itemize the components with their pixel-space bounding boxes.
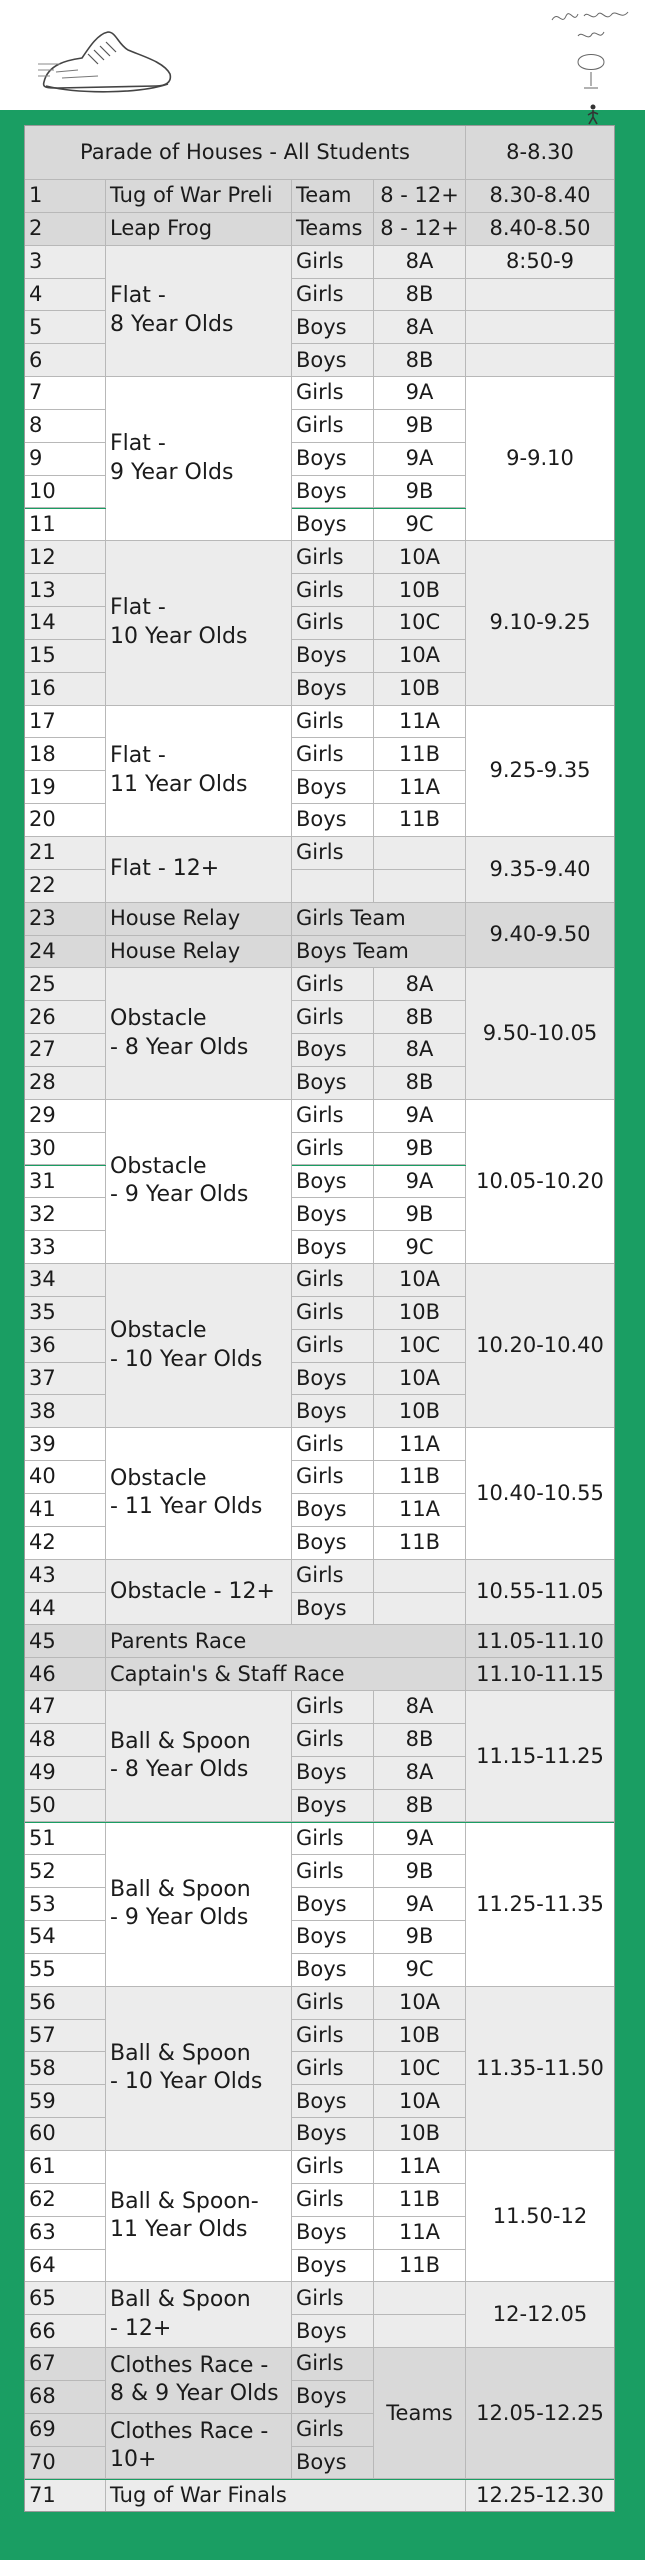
group-cell: Boys: [292, 443, 374, 476]
row-number: 5: [25, 311, 106, 344]
class-cell: 9B: [374, 410, 466, 443]
row-number: 20: [25, 804, 106, 837]
row-number: 8: [25, 410, 106, 443]
row-number: 15: [25, 640, 106, 673]
group-cell: Boys: [292, 344, 374, 377]
group-cell: Girls: [292, 541, 374, 574]
row-number: 58: [25, 2052, 106, 2085]
class-cell: 11A: [374, 2151, 466, 2184]
race-group-name: Clothes Race - 8 & 9 Year Olds: [106, 2348, 292, 2414]
row-number: 48: [25, 1724, 106, 1757]
class-cell: 8A: [374, 246, 466, 279]
group-cell: Boys: [292, 1067, 374, 1100]
group-cell: Girls: [292, 377, 374, 410]
class-cell: 10C: [374, 2052, 466, 2085]
class-cell: 8B: [374, 1067, 466, 1100]
group-cell: Boys: [292, 1790, 374, 1823]
row-number: 42: [25, 1527, 106, 1560]
clothes-teams: Teams: [374, 2348, 466, 2479]
class-cell: 8A: [374, 1034, 466, 1067]
group-cell: Boys: [292, 1166, 374, 1199]
row-number: 51: [25, 1823, 106, 1856]
group-cell: Girls: [292, 2348, 374, 2381]
class-cell: 9C: [374, 509, 466, 542]
class-cell: [374, 2315, 466, 2348]
class-cell: 9B: [374, 1921, 466, 1954]
row-number: 63: [25, 2217, 106, 2250]
race-name: Parents Race: [106, 1625, 466, 1658]
group-cell: Girls: [292, 1461, 374, 1494]
group-cell: Boys: [292, 476, 374, 509]
row-number: 71: [25, 2480, 106, 2513]
group-cell: Boys: [292, 311, 374, 344]
group-cell: Girls: [292, 1987, 374, 2020]
row-number: 14: [25, 607, 106, 640]
row-number: 44: [25, 1593, 106, 1626]
row-number: 64: [25, 2250, 106, 2283]
group-cell: Girls: [292, 1264, 374, 1297]
group-cell: Boys: [292, 771, 374, 804]
group-cell: Boys: [292, 2250, 374, 2283]
group-cell: Girls: [292, 1428, 374, 1461]
row-number: 41: [25, 1494, 106, 1527]
race-group-name: Clothes Race - 10+: [106, 2414, 292, 2480]
group-cell: Boys: [292, 640, 374, 673]
group-cell: Girls: [292, 1133, 374, 1166]
row-number: 32: [25, 1198, 106, 1231]
time-cell: 11.05-11.10: [466, 1625, 615, 1658]
time-slot: 12.05-12.25: [466, 2348, 615, 2479]
class-cell: 10B: [374, 1395, 466, 1428]
group-cell: Boys: [292, 2085, 374, 2118]
race-group-name: Obstacle - 11 Year Olds: [106, 1428, 292, 1559]
row-number: 1: [25, 180, 106, 213]
class-cell: 8A: [374, 1691, 466, 1724]
row-number: 62: [25, 2184, 106, 2217]
row-number: 35: [25, 1297, 106, 1330]
time-cell: 8:50-9: [466, 246, 615, 279]
race-name: Tug of War Finals: [106, 2480, 466, 2513]
race-group-name: Flat - 8 Year Olds: [106, 246, 292, 377]
time-cell: [466, 344, 615, 377]
group-cell: Boys: [292, 1527, 374, 1560]
group-cell: Boys: [292, 1593, 374, 1626]
row-number: 40: [25, 1461, 106, 1494]
group-cell: Boys: [292, 804, 374, 837]
group-cell: Girls: [292, 706, 374, 739]
row-number: 18: [25, 738, 106, 771]
time-slot: 10.40-10.55: [466, 1428, 615, 1559]
time-slot: 11.15-11.25: [466, 1691, 615, 1822]
group-cell: Girls: [292, 1297, 374, 1330]
group-cell: Boys: [292, 2217, 374, 2250]
class-cell: [374, 1593, 466, 1626]
row-number: 19: [25, 771, 106, 804]
group-cell: Boys: [292, 1395, 374, 1428]
class-cell: 11B: [374, 1461, 466, 1494]
row-number: 67: [25, 2348, 106, 2381]
group-cell: [292, 870, 374, 903]
group-cell: Girls: [292, 2151, 374, 2184]
class-cell: 9C: [374, 1231, 466, 1264]
class-cell: 9C: [374, 1954, 466, 1987]
time-cell: 8.40-8.50: [466, 213, 615, 246]
race-group-name: Obstacle - 9 Year Olds: [106, 1100, 292, 1264]
race-group-name: Flat - 9 Year Olds: [106, 377, 292, 541]
class-cell: 11B: [374, 804, 466, 837]
time-slot: 10.20-10.40: [466, 1264, 615, 1428]
class-cell: 8A: [374, 311, 466, 344]
group-cell: Boys: [292, 1034, 374, 1067]
class-cell: 8B: [374, 1790, 466, 1823]
row-number: 13: [25, 574, 106, 607]
group-cell: Boys: [292, 2118, 374, 2151]
row-number: 6: [25, 344, 106, 377]
class-cell: 10B: [374, 1297, 466, 1330]
time-slot: 9.50-10.05: [466, 968, 615, 1099]
race-group-name: Ball & Spoon - 8 Year Olds: [106, 1691, 292, 1822]
group-cell: Boys: [292, 1363, 374, 1396]
class-cell: 10C: [374, 1330, 466, 1363]
group-cell: Girls: [292, 1330, 374, 1363]
group-cell: Boys: [292, 1494, 374, 1527]
class-cell: 9B: [374, 476, 466, 509]
group-cell: Girls: [292, 968, 374, 1001]
race-group-name: Ball & Spoon - 12+: [106, 2282, 292, 2348]
class-cell: [374, 837, 466, 870]
row-number: 69: [25, 2414, 106, 2447]
class-cell: 9A: [374, 1100, 466, 1133]
group-cell: Girls: [292, 574, 374, 607]
row-number: 30: [25, 1133, 106, 1166]
group-cell: Girls: [292, 1560, 374, 1593]
row-number: 56: [25, 1987, 106, 2020]
row-number: 27: [25, 1034, 106, 1067]
class-cell: 10A: [374, 1987, 466, 2020]
class-cell: 10A: [374, 1363, 466, 1396]
class-cell: [374, 2282, 466, 2315]
race-group-name: Obstacle - 12+: [106, 1560, 292, 1626]
time-slot: 12-12.05: [466, 2282, 615, 2348]
time-cell: [466, 279, 615, 312]
class-cell: 9A: [374, 1888, 466, 1921]
group-cell: Boys: [292, 2315, 374, 2348]
class-cell: 11A: [374, 1494, 466, 1527]
group-cell: Boys: [292, 1888, 374, 1921]
class-cell: 10A: [374, 640, 466, 673]
race-group-name: Ball & Spoon - 10 Year Olds: [106, 1987, 292, 2151]
group-cell: Girls: [292, 246, 374, 279]
group-cell: Boys: [292, 1954, 374, 1987]
row-number: 52: [25, 1855, 106, 1888]
row-number: 61: [25, 2151, 106, 2184]
group-cell: Girls: [292, 607, 374, 640]
row-number: 36: [25, 1330, 106, 1363]
group-cell: Girls: [292, 2282, 374, 2315]
group-cell: Boys: [292, 1231, 374, 1264]
row-number: 25: [25, 968, 106, 1001]
row-number: 59: [25, 2085, 106, 2118]
race-group-name: Ball & Spoon - 9 Year Olds: [106, 1823, 292, 1987]
time-slot: 10.55-11.05: [466, 1560, 615, 1626]
class-cell: 11B: [374, 2184, 466, 2217]
row-number: 34: [25, 1264, 106, 1297]
group-cell: Girls: [292, 279, 374, 312]
race-group-name: Obstacle - 10 Year Olds: [106, 1264, 292, 1428]
group-cell: Boys: [292, 2381, 374, 2414]
class-cell: 8 - 12+: [374, 213, 466, 246]
row-number: 31: [25, 1166, 106, 1199]
race-name: Tug of War Preli: [106, 180, 292, 213]
class-cell: 10A: [374, 541, 466, 574]
class-cell: 11B: [374, 1527, 466, 1560]
row-number: 39: [25, 1428, 106, 1461]
row-number: 16: [25, 673, 106, 706]
group-cell: Boys: [292, 673, 374, 706]
class-cell: 11A: [374, 1428, 466, 1461]
class-cell: 11A: [374, 706, 466, 739]
class-cell: 8B: [374, 1001, 466, 1034]
row-number: 10: [25, 476, 106, 509]
row-number: 43: [25, 1560, 106, 1593]
row-number: 70: [25, 2447, 106, 2480]
class-cell: 9A: [374, 377, 466, 410]
group-cell: Boys: [292, 1757, 374, 1790]
class-cell: 8B: [374, 279, 466, 312]
row-number: 46: [25, 1658, 106, 1691]
race-group-name: Flat - 12+: [106, 837, 292, 903]
group-cell: Boys Team: [292, 936, 466, 969]
group-cell: Girls: [292, 1691, 374, 1724]
row-number: 47: [25, 1691, 106, 1724]
row-number: 12: [25, 541, 106, 574]
group-cell: Boys: [292, 1198, 374, 1231]
row-number: 55: [25, 1954, 106, 1987]
row-number: 38: [25, 1395, 106, 1428]
parade-time: 8-8.30: [466, 126, 615, 180]
race-group-name: Flat - 11 Year Olds: [106, 706, 292, 837]
group-cell: Girls: [292, 2184, 374, 2217]
class-cell: 11A: [374, 771, 466, 804]
time-cell: 8.30-8.40: [466, 180, 615, 213]
row-number: 68: [25, 2381, 106, 2414]
class-cell: 8 - 12+: [374, 180, 466, 213]
row-number: 45: [25, 1625, 106, 1658]
race-name: Captain's & Staff Race: [106, 1658, 466, 1691]
class-cell: 9B: [374, 1198, 466, 1231]
group-cell: Girls: [292, 738, 374, 771]
race-group-name: Ball & Spoon- 11 Year Olds: [106, 2151, 292, 2282]
group-cell: Girls: [292, 837, 374, 870]
time-slot: 9.35-9.40: [466, 837, 615, 903]
row-number: 29: [25, 1100, 106, 1133]
class-cell: 8A: [374, 1757, 466, 1790]
row-number: 24: [25, 936, 106, 969]
row-number: 11: [25, 509, 106, 542]
row-number: 28: [25, 1067, 106, 1100]
row-number: 50: [25, 1790, 106, 1823]
group-cell: Girls: [292, 1100, 374, 1133]
row-number: 9: [25, 443, 106, 476]
time-slot: 9.25-9.35: [466, 706, 615, 837]
group-cell: Girls: [292, 2414, 374, 2447]
time-slot: 11.35-11.50: [466, 1987, 615, 2151]
row-number: 33: [25, 1231, 106, 1264]
row-number: 37: [25, 1363, 106, 1396]
row-number: 23: [25, 903, 106, 936]
time-slot: 9.40-9.50: [466, 903, 615, 969]
class-cell: 10A: [374, 2085, 466, 2118]
row-number: 21: [25, 837, 106, 870]
row-number: 17: [25, 706, 106, 739]
class-cell: 8A: [374, 968, 466, 1001]
class-cell: 10B: [374, 2118, 466, 2151]
group-cell: Girls: [292, 1855, 374, 1888]
time-cell: [466, 311, 615, 344]
parade-label: Parade of Houses - All Students: [25, 126, 466, 180]
time-slot: 9.10-9.25: [466, 541, 615, 705]
class-cell: [374, 870, 466, 903]
group-cell: Boys: [292, 2447, 374, 2480]
group-cell: Boys: [292, 1921, 374, 1954]
time-cell: 12.25-12.30: [466, 2480, 615, 2513]
race-name: House Relay: [106, 903, 292, 936]
group-cell: Girls: [292, 1724, 374, 1757]
class-cell: 10B: [374, 2020, 466, 2053]
class-cell: 10A: [374, 1264, 466, 1297]
class-cell: 11B: [374, 2250, 466, 2283]
row-number: 2: [25, 213, 106, 246]
class-cell: 9B: [374, 1855, 466, 1888]
class-cell: 9A: [374, 1166, 466, 1199]
race-name: House Relay: [106, 936, 292, 969]
row-number: 22: [25, 870, 106, 903]
time-slot: 11.50-12: [466, 2151, 615, 2282]
group-cell: Team: [292, 180, 374, 213]
time-slot: 10.05-10.20: [466, 1100, 615, 1264]
row-number: 66: [25, 2315, 106, 2348]
class-cell: 10B: [374, 673, 466, 706]
class-cell: 8B: [374, 1724, 466, 1757]
group-cell: Girls: [292, 1823, 374, 1856]
row-number: 65: [25, 2282, 106, 2315]
time-slot: 9-9.10: [466, 377, 615, 541]
row-number: 57: [25, 2020, 106, 2053]
group-cell: Girls Team: [292, 903, 466, 936]
group-cell: Girls: [292, 2052, 374, 2085]
row-number: 4: [25, 279, 106, 312]
row-number: 7: [25, 377, 106, 410]
race-group-name: Obstacle - 8 Year Olds: [106, 968, 292, 1099]
group-cell: Boys: [292, 509, 374, 542]
class-cell: 9A: [374, 1823, 466, 1856]
class-cell: [374, 1560, 466, 1593]
class-cell: 11B: [374, 738, 466, 771]
class-cell: 10B: [374, 574, 466, 607]
row-number: 3: [25, 246, 106, 279]
time-slot: 11.25-11.35: [466, 1823, 615, 1987]
group-cell: Girls: [292, 1001, 374, 1034]
group-cell: Girls: [292, 2020, 374, 2053]
class-cell: 9A: [374, 443, 466, 476]
time-cell: 11.10-11.15: [466, 1658, 615, 1691]
race-group-name: Flat - 10 Year Olds: [106, 541, 292, 705]
group-cell: Girls: [292, 410, 374, 443]
row-number: 60: [25, 2118, 106, 2151]
race-name: Leap Frog: [106, 213, 292, 246]
class-cell: 10C: [374, 607, 466, 640]
class-cell: 11A: [374, 2217, 466, 2250]
row-number: 54: [25, 1921, 106, 1954]
row-number: 49: [25, 1757, 106, 1790]
row-number: 26: [25, 1001, 106, 1034]
group-cell: Teams: [292, 213, 374, 246]
row-number: 53: [25, 1888, 106, 1921]
class-cell: 8B: [374, 344, 466, 377]
class-cell: 9B: [374, 1133, 466, 1166]
